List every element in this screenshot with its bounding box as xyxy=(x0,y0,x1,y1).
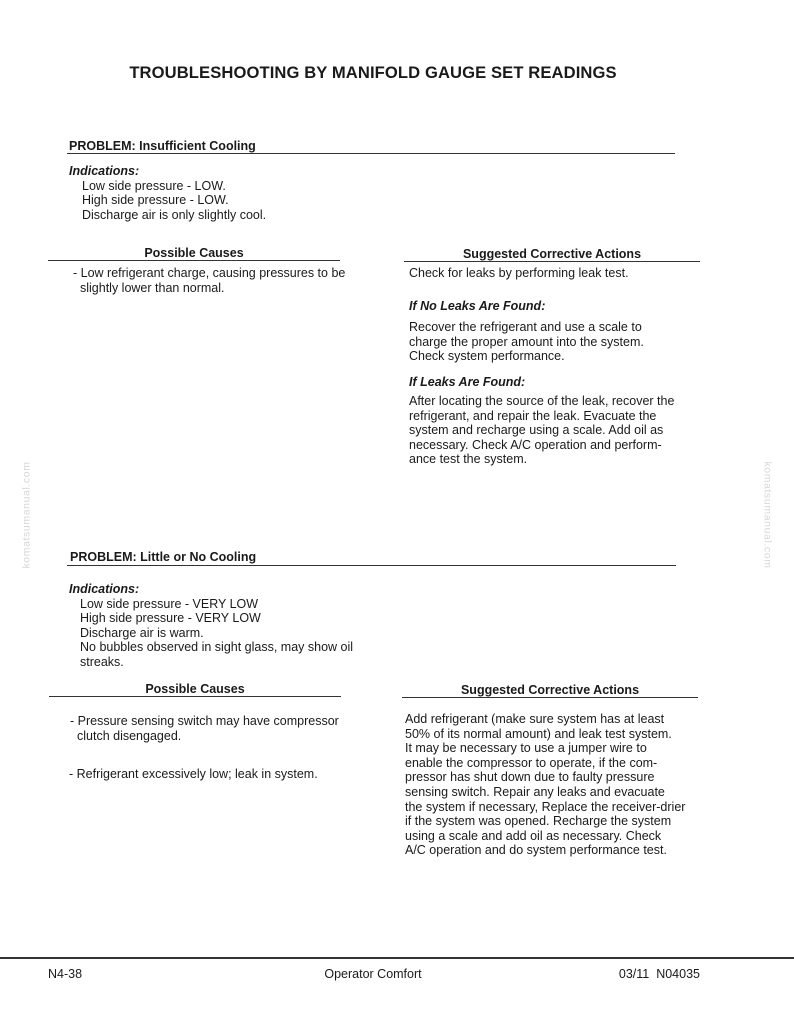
causes-heading-2: Possible Causes xyxy=(145,682,245,696)
actions-heading-1: Suggested Corrective Actions xyxy=(462,247,642,261)
problem-rule-1 xyxy=(67,153,675,154)
indication-item: Low side pressure - VERY LOW xyxy=(80,596,259,611)
indications-label: Indications: xyxy=(69,582,140,596)
problem-heading-1: PROBLEM: Insufficient Cooling xyxy=(69,139,256,153)
watermark-right: komatsumanual.com xyxy=(761,461,774,569)
no-leaks-text: Recover the refrigerant and use a scale to charge the proper amount into the system. Check system performance. xyxy=(409,320,644,364)
action-check-leaks: Check for leaks by performing leak test. xyxy=(409,266,629,280)
watermark-left: komatsumanual.com xyxy=(20,461,33,569)
indication-item: High side pressure - LOW. xyxy=(82,193,229,208)
no-leaks-heading: If No Leaks Are Found: xyxy=(409,299,546,313)
causes-heading-1: Possible Causes xyxy=(144,246,244,260)
indication-item: Discharge air is only slightly cool. xyxy=(82,207,267,222)
problem-rule-2 xyxy=(67,565,676,566)
indication-item: No bubbles observed in sight glass, may show oil xyxy=(80,640,354,655)
indication-item: Discharge air is warm. xyxy=(80,625,204,640)
leaks-text: After locating the source of the leak, recover the refrigerant, and repair the leak. Evacuate the system and recharge using a scale. Add oil as necessary. Check A/C operation and perform- ance test the system. xyxy=(409,394,675,467)
indications-2 xyxy=(69,582,353,670)
actions-heading-2: Suggested Corrective Actions xyxy=(460,683,640,697)
causes-rule-1 xyxy=(48,260,340,261)
cause-item-2b: - Refrigerant excessively low; leak in system. xyxy=(69,767,318,781)
footer-rule xyxy=(0,957,794,959)
leaks-heading: If Leaks Are Found: xyxy=(409,375,526,389)
cause-item-1: - Low refrigerant charge, causing pressures to be slightly lower than normal. xyxy=(73,266,346,295)
indication-item: High side pressure - VERY LOW xyxy=(80,611,261,626)
actions-rule-1 xyxy=(404,261,700,262)
page-title: TROUBLESHOOTING BY MANIFOLD GAUGE SET READINGS xyxy=(129,63,617,82)
footer-doc-code: 03/11 N04035 xyxy=(618,967,700,981)
indication-item: streaks. xyxy=(80,654,124,669)
causes-rule-2 xyxy=(49,696,341,697)
indications-1 xyxy=(69,164,266,222)
actions-text-2: Add refrigerant (make sure system has at least 50% of its normal amount) and leak test system. It may be necessary to use a jumper wire to enable the compressor to operate, if the com- pressor has shut down due to faulty pressure sensing switch. Repair any leaks and evacuate the system if necessary, Replace the receiver-drier if the system was opened. Recharge the system using a scale and add oil as necessary. Check A/C operation and do system performance test. xyxy=(405,712,686,858)
problem-heading-2: PROBLEM: Little or No Cooling xyxy=(70,550,257,564)
actions-rule-2 xyxy=(402,697,698,698)
footer-page-number: N4-38 xyxy=(48,967,83,981)
indication-item: Low side pressure - LOW. xyxy=(82,178,226,193)
footer-section-name: Operator Comfort xyxy=(324,967,422,981)
indications-label: Indications: xyxy=(69,164,140,178)
cause-item-2a: - Pressure sensing switch may have compressor clutch disengaged. xyxy=(70,714,339,743)
